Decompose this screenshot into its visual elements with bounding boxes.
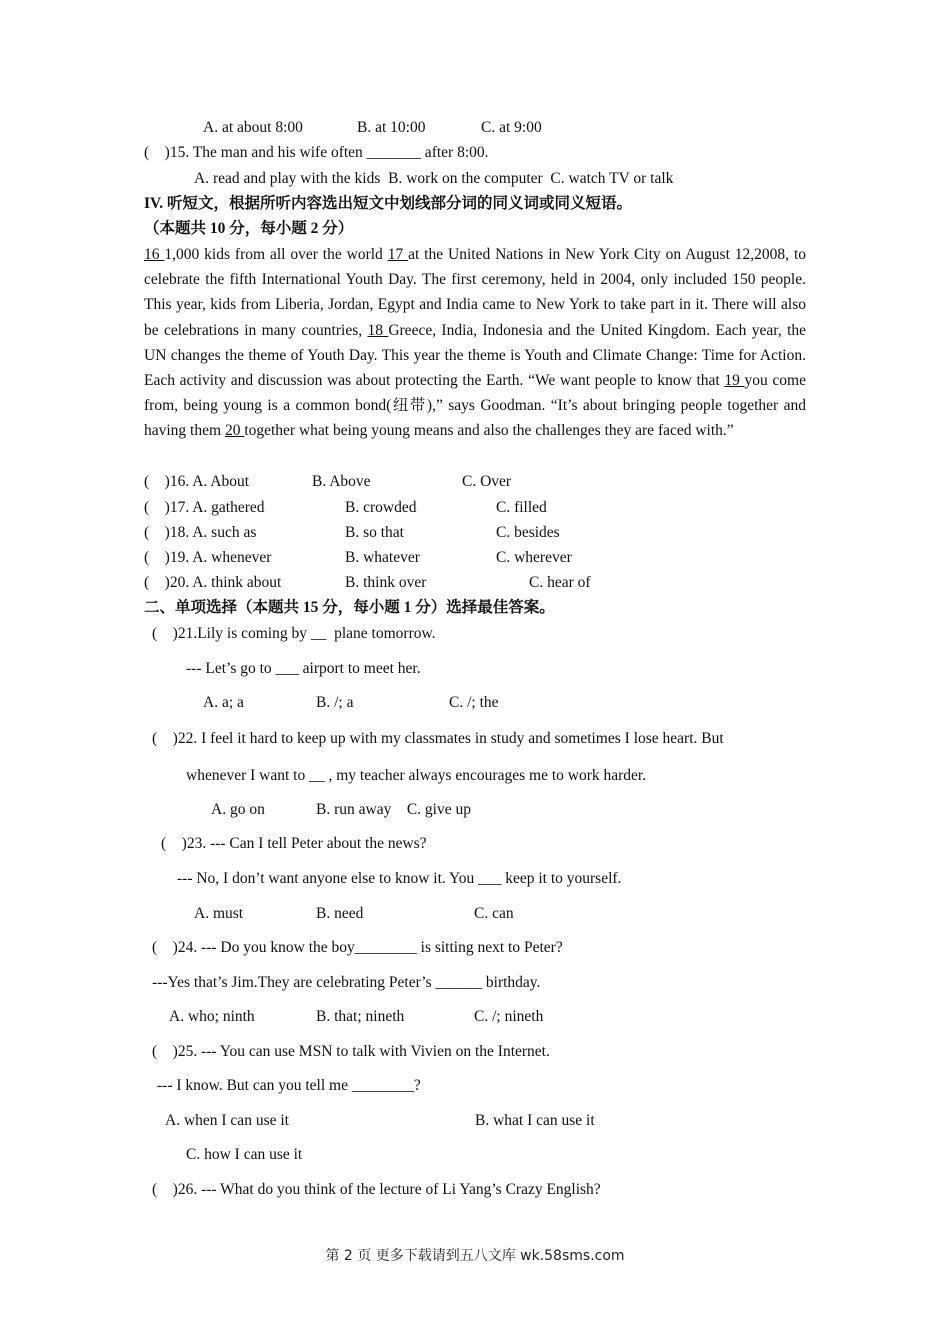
section4-title: IV. 听短文，根据所听内容选出短文中划线部分词的同义词或同义短语。 bbox=[144, 195, 632, 212]
q21-option-c: C. /; the bbox=[449, 694, 499, 711]
q24-option-a: A. who; ninth bbox=[169, 1008, 255, 1025]
q24-stem: ( )24. --- Do you know the boy________ is sitting next to Peter? bbox=[152, 939, 563, 956]
passage: 16 1,000 kids from all over the world 17 at the United Nations in New York City on August 12,2008, to celebrate the fifth International Youth Day. The first ceremony, held in 2004, only included 150 people. This year, kids from Liberia, Jordan, Egypt and India came to New York to take part in it. There will also be celebrations in many countries, 18 Greece, India, Indonesia and the United Kingdom. Each year, the UN changes the theme of Youth Day. This year the theme is Youth and Climate Change: Time for Action. Each activity and discussion was about protecting the Earth. “We want people to know that 19 you come from, being young is a common bond(纽带),” says Goodman. “It’s about bringing people together and having them 20 together what being young means and also the challenges they are faced with.” bbox=[144, 246, 807, 440]
q17-option-c: C. filled bbox=[496, 499, 547, 516]
section2-title: 二、单项选择（本题共 15 分，每小题 1 分）选择最佳答案。 bbox=[144, 599, 555, 616]
q25-option-b: B. what I can use it bbox=[475, 1112, 595, 1129]
blank-20: 20 bbox=[224, 422, 245, 440]
q20-option-c: C. hear of bbox=[529, 574, 591, 591]
q15-options: A. read and play with the kids B. work on the computer C. watch TV or talk bbox=[194, 170, 674, 187]
q24-line2: ---Yes that’s Jim.They are celebrating Peter’s ______ birthday. bbox=[152, 974, 541, 991]
q23-option-c: C. can bbox=[474, 905, 514, 922]
q23-line2: --- No, I don’t want anyone else to know it. You ___ keep it to yourself. bbox=[177, 870, 622, 887]
blank-16: 16 bbox=[144, 246, 165, 263]
q25-option-c: C. how I can use it bbox=[186, 1146, 303, 1163]
section4-note: （本题共 10 分，每小题 2 分） bbox=[144, 220, 354, 237]
q25-stem: ( )25. --- You can use MSN to talk with Vivien on the Internet. bbox=[152, 1043, 550, 1060]
q16-option-a: ( )16. A. About bbox=[144, 473, 250, 490]
q23-stem: ( )23. --- Can I tell Peter about the news? bbox=[161, 835, 427, 852]
q21-stem: ( )21.Lily is coming by __ plane tomorrow. bbox=[152, 625, 436, 642]
q21-option-b: B. /; a bbox=[316, 694, 354, 711]
q19-option-c: C. wherever bbox=[496, 549, 572, 566]
blank-18: 18 bbox=[367, 321, 389, 339]
q19-option-a: ( )19. A. whenever bbox=[144, 549, 272, 566]
page-footer: 第 2 页 更多下载请到五八文库 wk.58sms.com bbox=[325, 1248, 625, 1264]
q22-stem: ( )22. I feel it hard to keep up with my classmates in study and sometimes I lose heart. But bbox=[152, 730, 724, 747]
q22-option-a: A. go on bbox=[211, 801, 265, 818]
q25-line2: --- I know. But can you tell me ________? bbox=[157, 1077, 421, 1094]
q18-option-b: B. so that bbox=[345, 524, 404, 541]
q23-option-a: A. must bbox=[194, 905, 244, 922]
q16-option-c: C. Over bbox=[462, 473, 512, 490]
q21-line2: --- Let’s go to ___ airport to meet her. bbox=[186, 660, 421, 677]
q20-option-a: ( )20. A. think about bbox=[144, 574, 282, 591]
q22-line2: whenever I want to __ , my teacher always encourages me to work harder. bbox=[186, 767, 647, 784]
q22-option-bc: B. run away C. give up bbox=[316, 801, 471, 818]
q17-option-b: B. crowded bbox=[345, 499, 417, 516]
q14-option-b: B. at 10:00 bbox=[357, 119, 426, 136]
q14-option-a: A. at about 8:00 bbox=[203, 119, 303, 136]
q18-option-a: ( )18. A. such as bbox=[144, 524, 257, 541]
q19-option-b: B. whatever bbox=[345, 549, 420, 566]
q26-stem: ( )26. --- What do you think of the lecture of Li Yang’s Crazy English? bbox=[152, 1181, 601, 1198]
q25-option-a: A. when I can use it bbox=[165, 1112, 289, 1129]
q23-option-b: B. need bbox=[316, 905, 364, 922]
q15-stem: ( )15. The man and his wife often _______ after 8:00. bbox=[144, 144, 489, 161]
q17-option-a: ( )17. A. gathered bbox=[144, 499, 265, 516]
blank-19: 19 bbox=[724, 372, 745, 390]
q14-option-c: C. at 9:00 bbox=[481, 119, 542, 136]
q24-option-c: C. /; nineth bbox=[474, 1008, 544, 1025]
blank-17: 17 bbox=[387, 246, 409, 263]
q18-option-c: C. besides bbox=[496, 524, 560, 541]
q21-option-a: A. a; a bbox=[203, 694, 244, 711]
q20-option-b: B. think over bbox=[345, 574, 427, 591]
q24-option-b: B. that; nineth bbox=[316, 1008, 405, 1025]
q16-option-b: B. Above bbox=[312, 473, 371, 490]
